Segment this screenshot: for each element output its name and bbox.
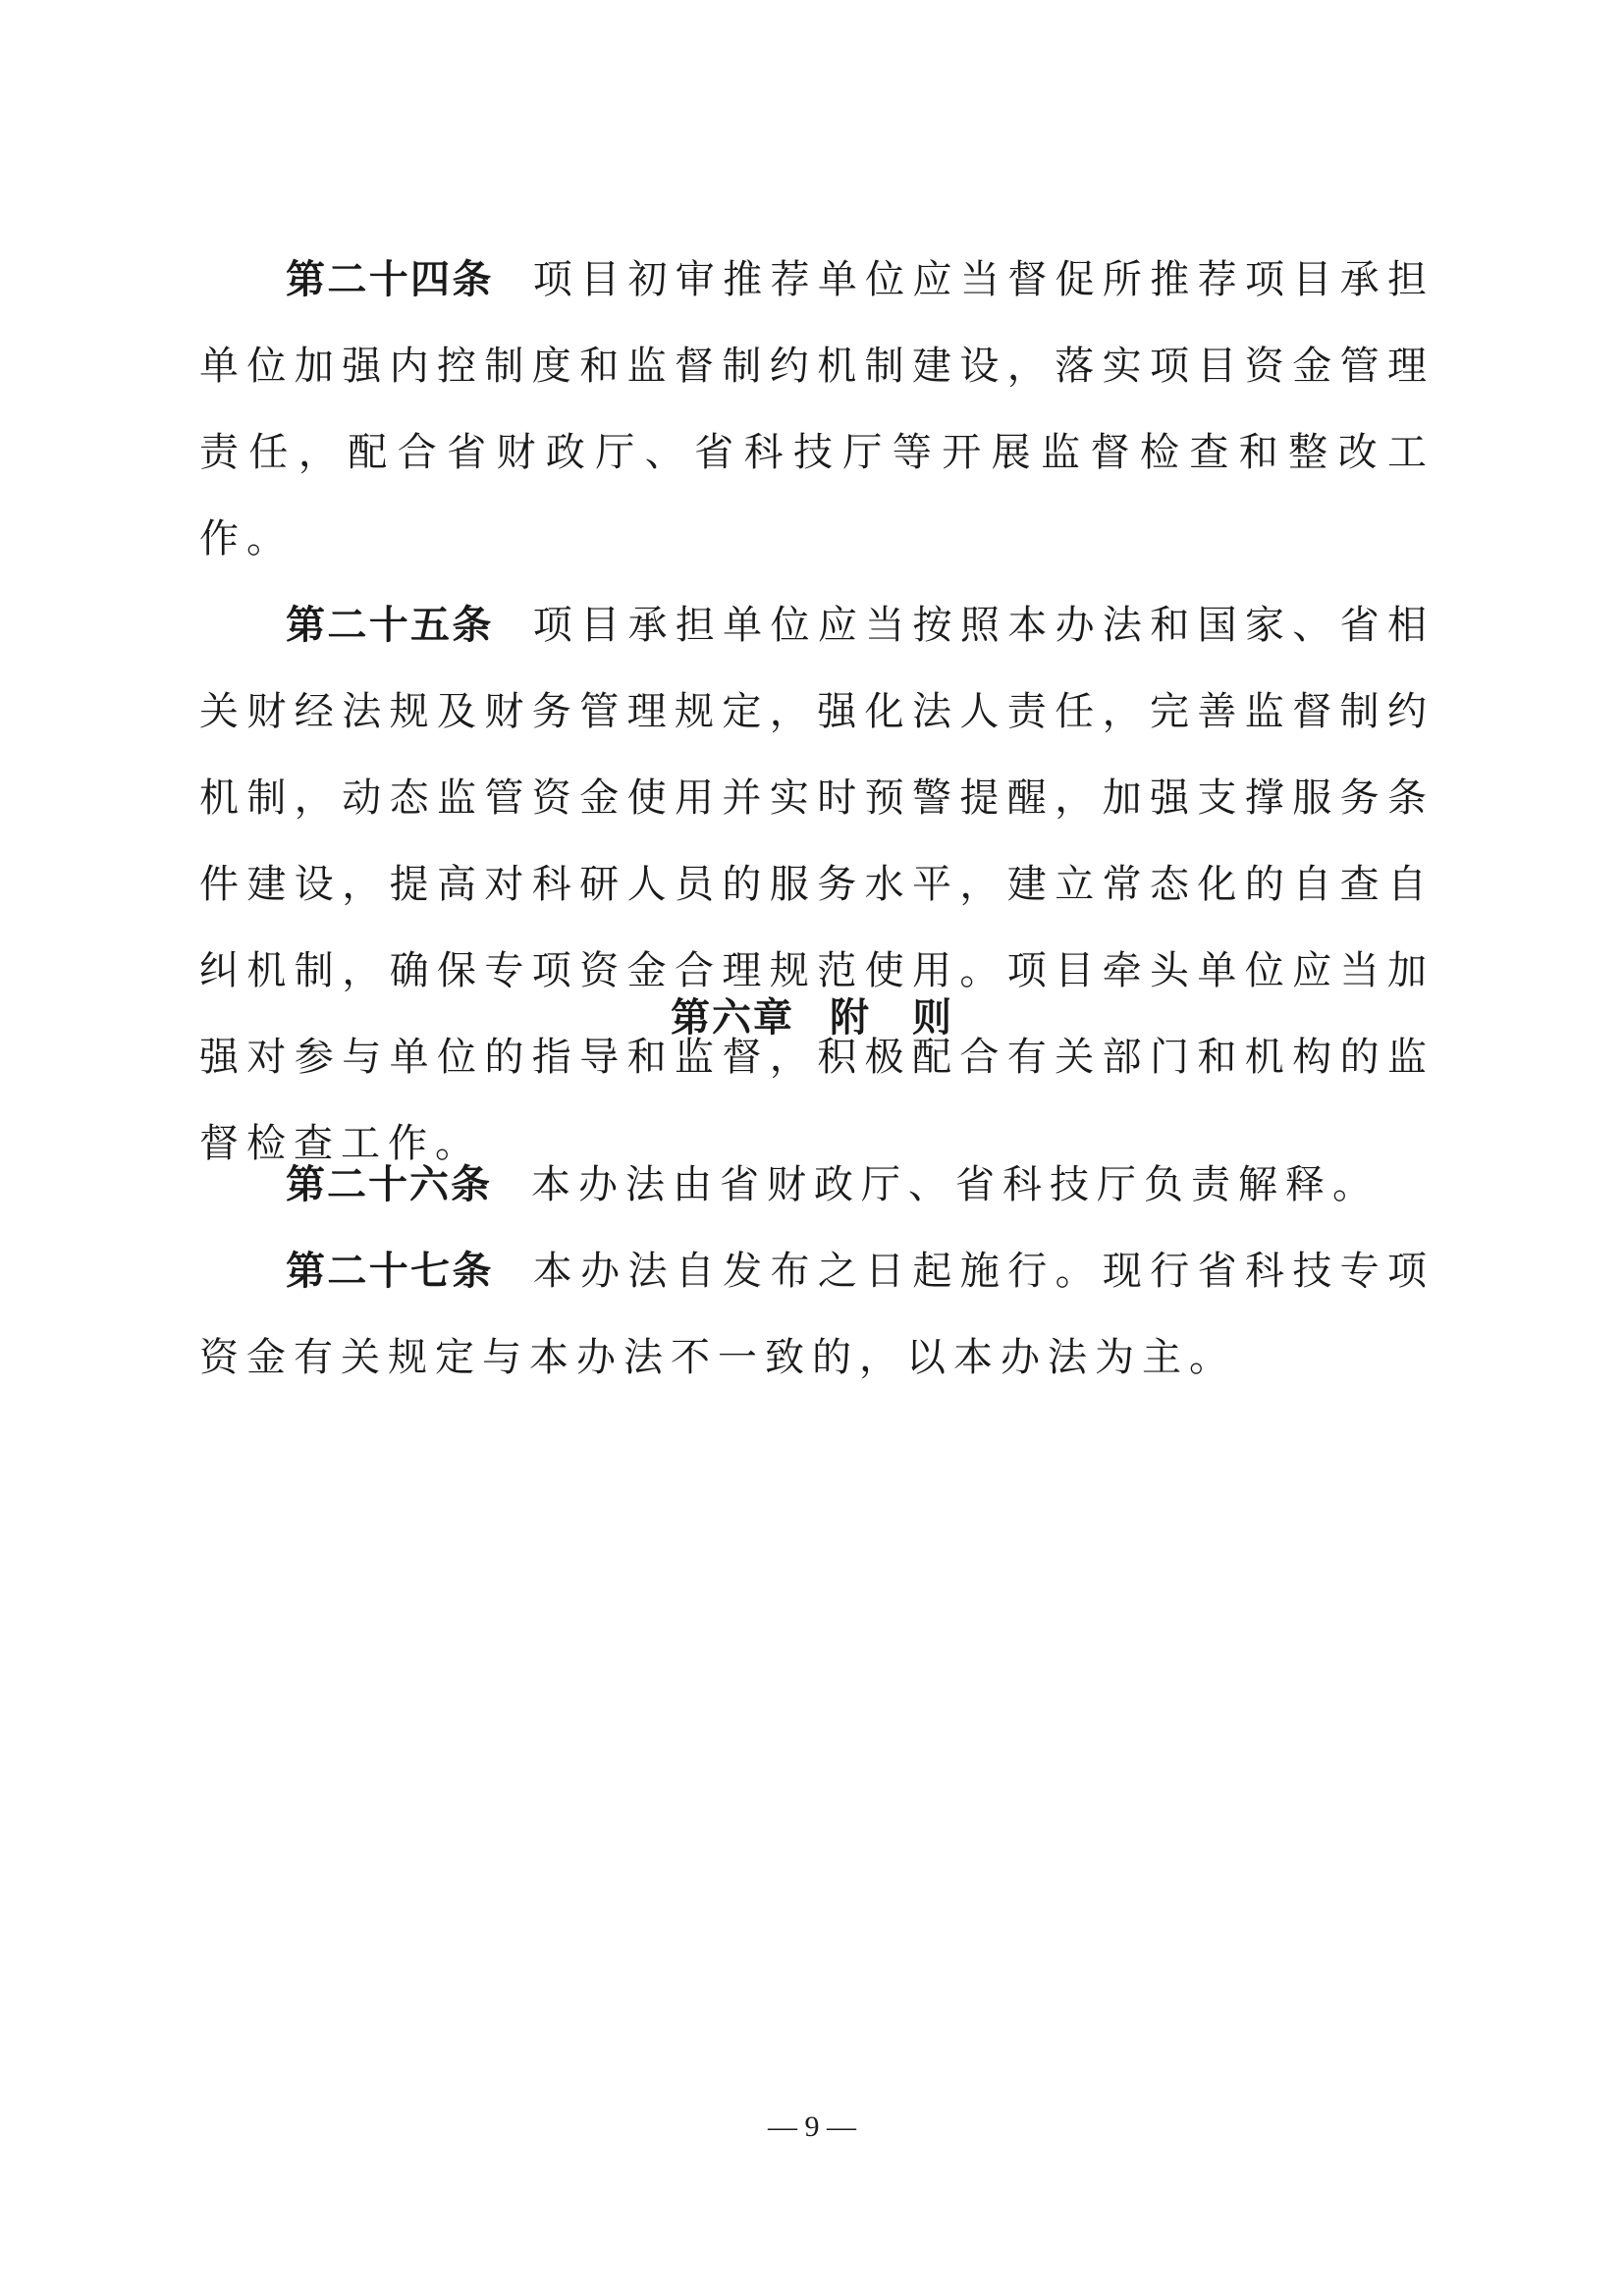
article-24-number: 第二十四条 bbox=[286, 257, 494, 302]
article-26-text: 本办法由省财政厅、省科技厅负责解释。 bbox=[531, 1162, 1380, 1207]
article-group-bottom bbox=[199, 1142, 1435, 1401]
article-27 bbox=[199, 1228, 1435, 1401]
article-25 bbox=[199, 582, 1435, 1187]
chapter-heading bbox=[0, 990, 1624, 1045]
article-26 bbox=[199, 1142, 1435, 1228]
article-27-number: 第二十七条 bbox=[286, 1249, 494, 1294]
chapter-title-text: 附 则 bbox=[830, 995, 953, 1041]
page-number: — 9 — bbox=[768, 2110, 856, 2143]
article-24 bbox=[199, 237, 1435, 582]
article-27-text: 本办法自发布之日起施行。现行省科技专项资金有关规定与本办法不一致的，以本办法为主。 bbox=[199, 1249, 1435, 1380]
article-26-number: 第二十六条 bbox=[286, 1162, 492, 1207]
article-25-text: 项目承担单位应当按照本办法和国家、省相关财经法规及财务管理规定，强化法人责任，完善监督制约机制，动态监管资金使用并实时预警提醒，加强支撑服务条件建设，提高对科研人员的服务水平，建立常态化的自查自纠机制，确保专项资金合理规范使用。项目牵头单位应当加强对参与单位的指导和监督，积极配合有关部门和机构的监督检查工作。 bbox=[199, 603, 1435, 1166]
article-25-number: 第二十五条 bbox=[286, 603, 494, 648]
chapter-number: 第六章 bbox=[671, 995, 794, 1041]
article-24-text: 项目初审推荐单位应当督促所推荐项目承担单位加强内控制度和监督制约机制建设，落实项目资金管理责任，配合省财政厅、省科技厅等开展监督检查和整改工作。 bbox=[199, 257, 1435, 561]
